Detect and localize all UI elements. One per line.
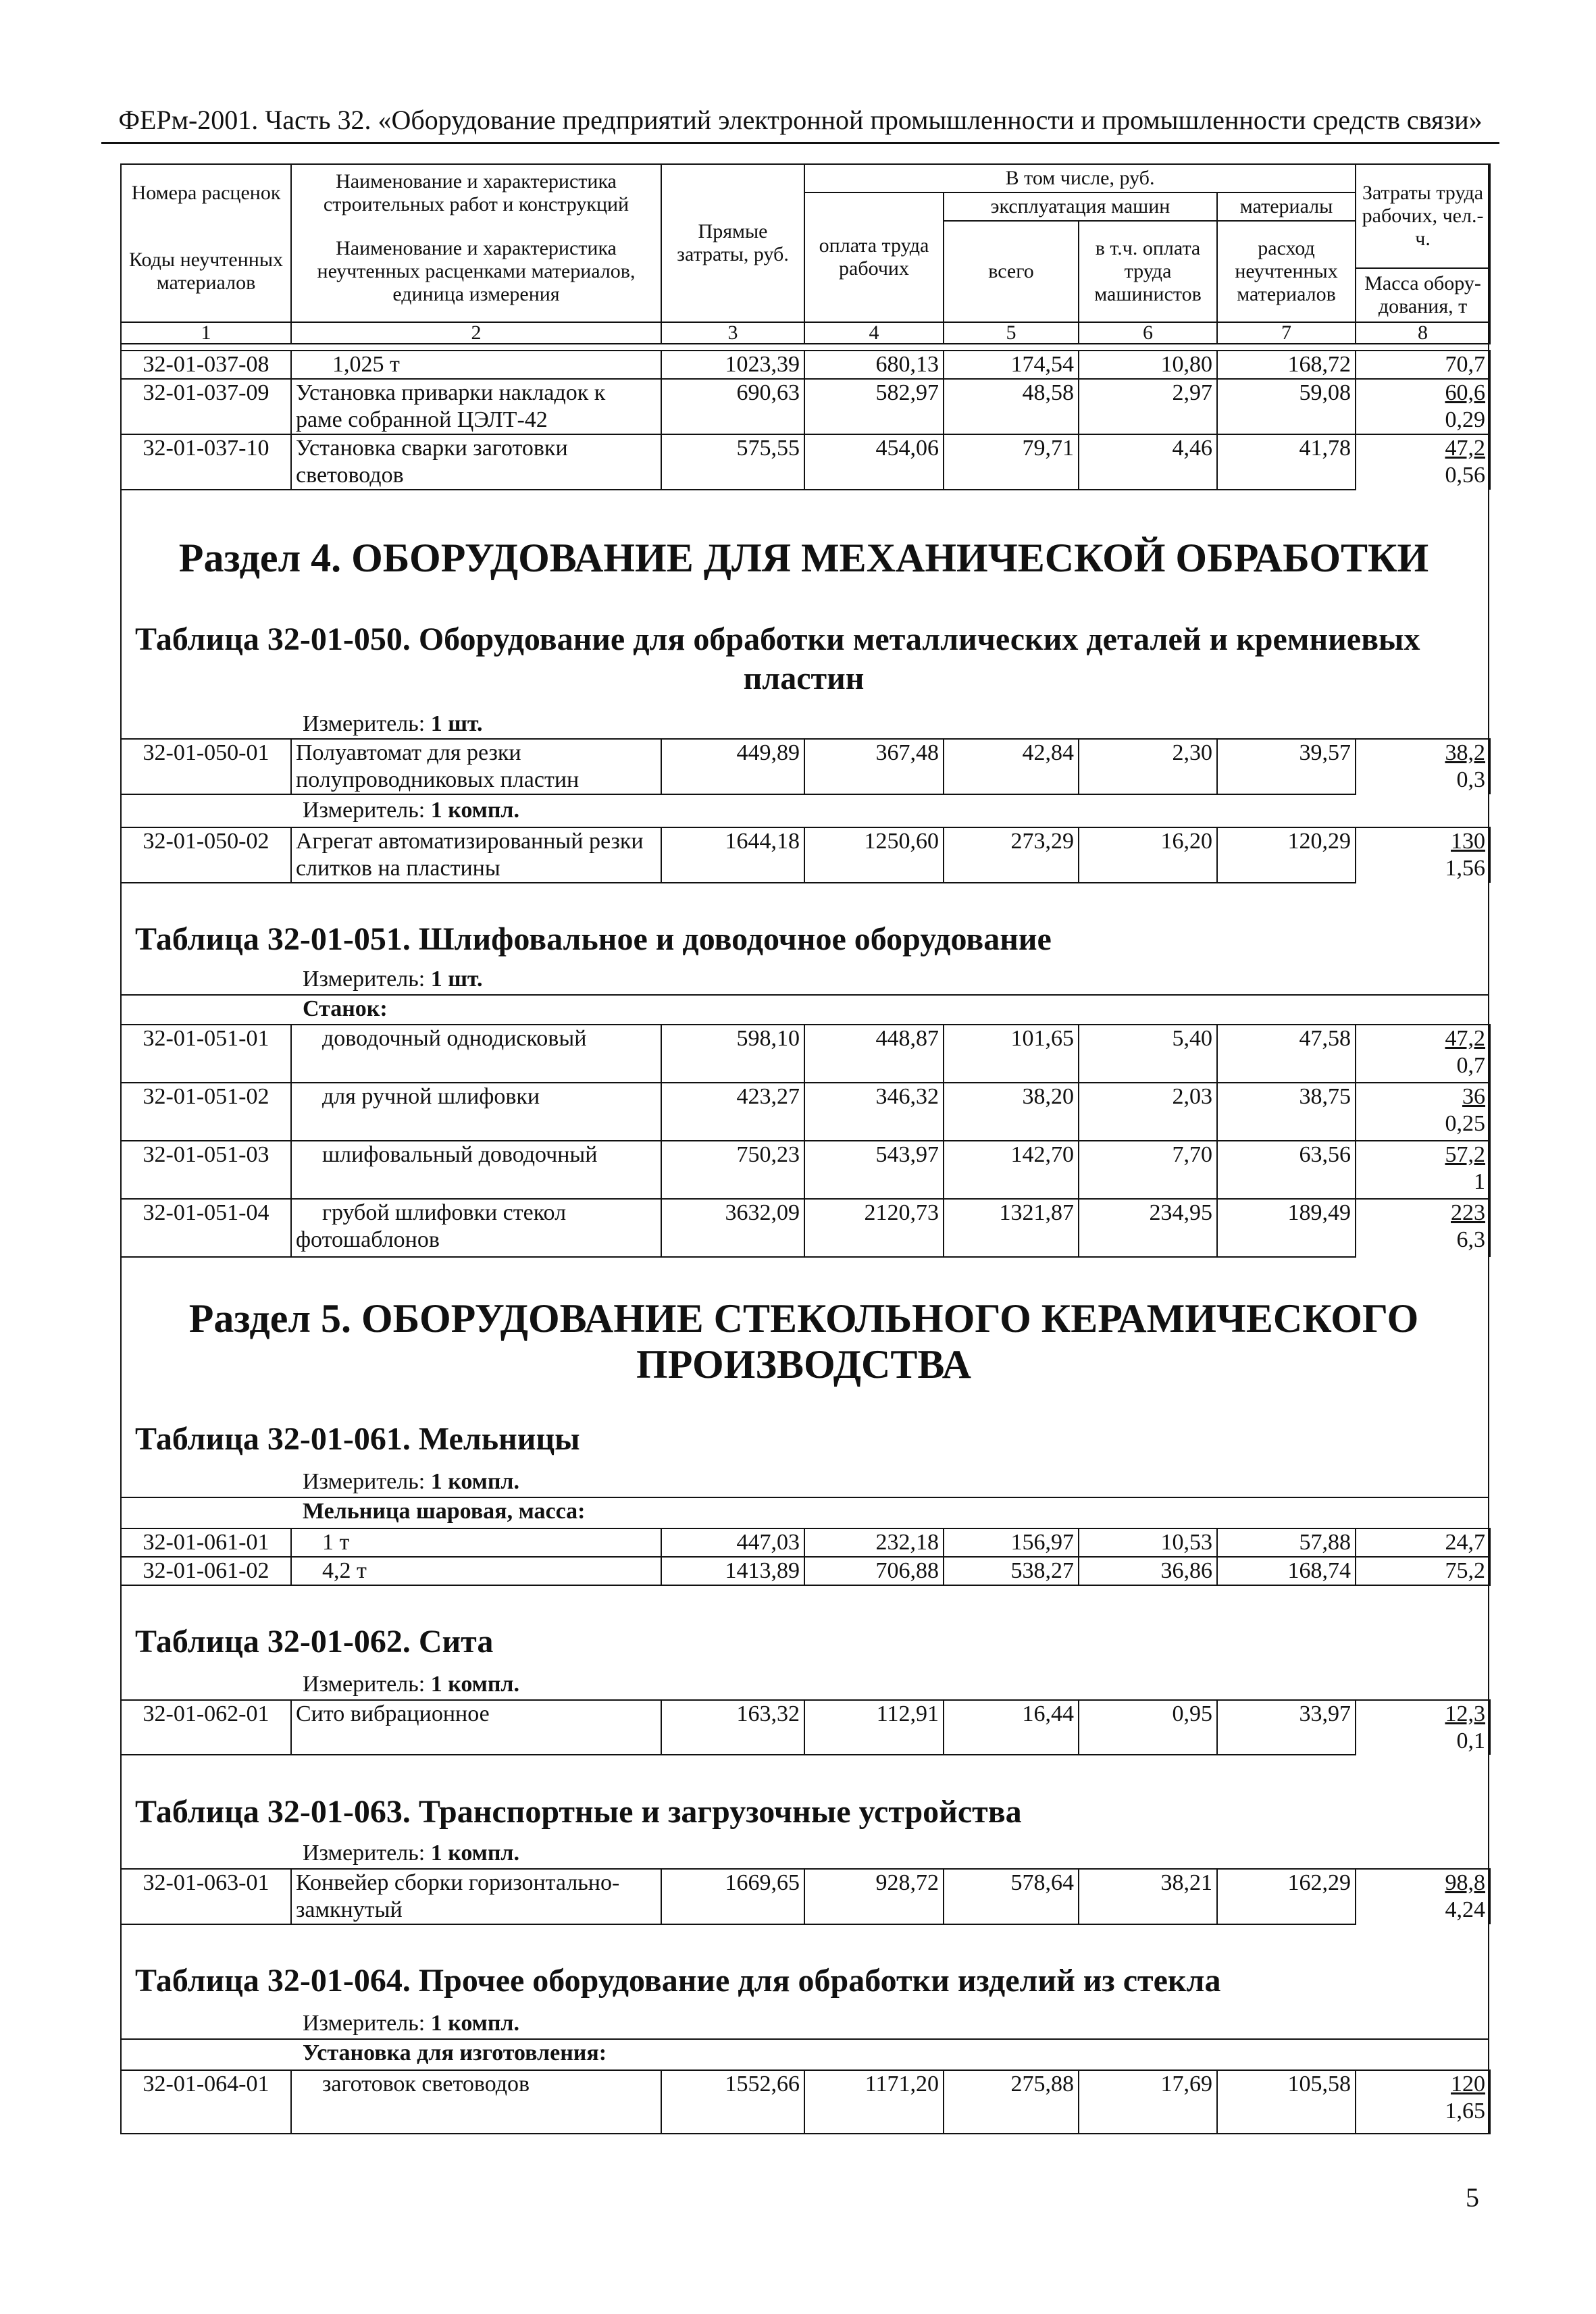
row-name: 1 т (291, 1528, 661, 1557)
table-051-rows (120, 1024, 1491, 1258)
row-mpay: 5,40 (1079, 1025, 1217, 1083)
row-mat: 168,72 (1217, 351, 1356, 379)
row-labor: 47,2 (1445, 436, 1485, 461)
row-labor: 57,2 (1445, 1142, 1485, 1167)
table-064-rows (120, 2069, 1491, 2134)
row-direct: 1644,18 (661, 827, 804, 883)
row-labor: 36 (1462, 1084, 1485, 1109)
row-pay: 112,91 (804, 1700, 944, 1755)
row-code: 32-01-050-02 (121, 827, 291, 883)
row-mat: 189,49 (1217, 1199, 1356, 1257)
measure-061 (303, 1468, 519, 1495)
row-labor-mass (1356, 1869, 1490, 1924)
table-062-title: Таблица 32-01-062. Сита (135, 1624, 494, 1660)
row-pay: 2120,73 (804, 1199, 944, 1257)
hdr-machines: эксплуатация машин (944, 192, 1217, 221)
measure-value: 1 компл. (430, 1841, 520, 1866)
row-direct: 163,32 (661, 1700, 804, 1755)
table-061-rows (120, 1528, 1491, 1586)
table-row (121, 1199, 1490, 1257)
hdr-unaccounted-name: Наименование и характеристика неучтенных расценками материалов, единица измерения (291, 221, 661, 322)
measure-050-1 (303, 711, 483, 738)
row-code: 32-01-063-01 (121, 1869, 291, 1924)
measure-label: Измеритель: (303, 1672, 426, 1697)
col-num: 7 (1217, 322, 1356, 344)
row-name: шлифовальный доводочный (291, 1141, 661, 1199)
table-row (121, 351, 1490, 379)
row-labor: 223 (1451, 1200, 1485, 1225)
measure-label: Измеритель: (303, 2011, 426, 2036)
table-062-rows (120, 1699, 1491, 1755)
row-direct: 1552,66 (661, 2070, 804, 2134)
row-mat: 33,97 (1217, 1700, 1356, 1755)
row-mass: 0,29 (1445, 407, 1485, 432)
row-direct: 423,27 (661, 1083, 804, 1141)
col-num: 6 (1079, 322, 1217, 344)
row-mpay: 7,70 (1079, 1141, 1217, 1199)
running-head: ФЕРм-2001. Часть 32. «Оборудование предприятий электронной промышленности и промышленности средств связи» (101, 103, 1499, 144)
row-labor: 47,2 (1445, 1026, 1485, 1051)
row-labor: 60,6 (1445, 380, 1485, 405)
row-name (291, 1199, 661, 1257)
row-labor-mass (1356, 827, 1490, 883)
table-061-title: Таблица 32-01-061. Мельницы (135, 1421, 580, 1457)
row-pay: 680,13 (804, 351, 944, 379)
row-direct: 598,10 (661, 1025, 804, 1083)
row-mach: 275,88 (944, 2070, 1079, 2134)
row-mpay: 16,20 (1079, 827, 1217, 883)
row-mpay: 2,97 (1079, 379, 1217, 434)
group-061: Мельница шаровая, масса: (303, 1499, 586, 1524)
row-pay: 454,06 (804, 434, 944, 490)
row-mpay: 2,03 (1079, 1083, 1217, 1141)
row-code: 32-01-050-01 (121, 739, 291, 794)
table-050-row-1 (120, 738, 1491, 795)
row-mass: 0,3 (1456, 767, 1485, 792)
hdr-direct: Прямые затраты, руб. (661, 164, 804, 322)
measure-value: 1 шт. (430, 711, 483, 736)
row-direct: 1669,65 (661, 1869, 804, 1924)
table-row (121, 2070, 1490, 2134)
row-pay: 543,97 (804, 1141, 944, 1199)
row-code: 32-01-064-01 (121, 2070, 291, 2134)
row-labor-mass (1356, 1141, 1490, 1199)
measure-value: 1 компл. (430, 2011, 520, 2036)
row-mach: 538,27 (944, 1557, 1079, 1585)
row-mat: 120,29 (1217, 827, 1356, 883)
row-code: 32-01-037-10 (121, 434, 291, 490)
measure-062 (303, 1671, 519, 1698)
row-labor-mass (1356, 739, 1490, 794)
row-direct: 690,63 (661, 379, 804, 434)
table-063-rows (120, 1868, 1491, 1925)
table-064-title: Таблица 32-01-064. Прочее оборудование для обработки изделий из стекла (135, 1963, 1221, 1999)
hdr-material-use: расход неучтенных материалов (1217, 221, 1356, 322)
table-037-rows (120, 350, 1491, 490)
row-pay: 232,18 (804, 1528, 944, 1557)
hdr-name: Наименование и характеристика строительных работ и конструкций (291, 164, 661, 221)
row-mach: 101,65 (944, 1025, 1079, 1083)
row-mass: 0,25 (1445, 1111, 1485, 1136)
row-labor: 24,7 (1356, 1528, 1490, 1557)
hdr-mass: Масса обору-дования, т (1356, 268, 1490, 322)
row-labor-mass (1356, 379, 1490, 434)
col-num: 8 (1356, 322, 1490, 344)
row-name: Сито вибрационное (291, 1700, 661, 1755)
row-mass: 0,1 (1456, 1728, 1485, 1753)
row-code: 32-01-061-01 (121, 1528, 291, 1557)
row-direct: 1023,39 (661, 351, 804, 379)
row-name: заготовок световодов (291, 2070, 661, 2134)
row-labor: 12,3 (1445, 1701, 1485, 1726)
row-mat: 63,56 (1217, 1141, 1356, 1199)
row-name-line2: фотошаблонов (296, 1227, 440, 1252)
row-mach: 273,29 (944, 827, 1079, 883)
row-mpay: 4,46 (1079, 434, 1217, 490)
row-labor: 38,2 (1445, 740, 1485, 765)
row-direct: 575,55 (661, 434, 804, 490)
table-050-title-cont: пластин (743, 661, 865, 696)
row-mach: 38,20 (944, 1083, 1079, 1141)
table-row (121, 1869, 1490, 1924)
hdr-materials: материалы (1217, 192, 1356, 221)
table-063-title: Таблица 32-01-063. Транспортные и загрузочные устройства (135, 1794, 1022, 1830)
table-row (121, 379, 1490, 434)
measure-value: 1 компл. (430, 1672, 520, 1697)
row-mpay: 38,21 (1079, 1869, 1217, 1924)
measure-051 (303, 966, 483, 993)
row-direct: 3632,09 (661, 1199, 804, 1257)
measure-value: 1 компл. (430, 798, 520, 823)
row-name-line1: грубой шлифовки стекол (322, 1200, 567, 1225)
row-name: 1,025 т (291, 351, 661, 379)
row-pay: 1171,20 (804, 2070, 944, 2134)
hdr-machines-all: всего (944, 221, 1079, 322)
row-mach: 142,70 (944, 1141, 1079, 1199)
row-pay: 346,32 (804, 1083, 944, 1141)
row-code: 32-01-051-03 (121, 1141, 291, 1199)
row-mat: 39,57 (1217, 739, 1356, 794)
row-name: Конвейер сборки горизонтально-замкнутый (291, 1869, 661, 1924)
row-mass: 1,56 (1445, 856, 1485, 881)
row-mpay: 234,95 (1079, 1199, 1217, 1257)
row-mass: 1,65 (1445, 2099, 1485, 2124)
row-code: 32-01-051-04 (121, 1199, 291, 1257)
row-mpay: 0,95 (1079, 1700, 1217, 1755)
row-mass: 6,3 (1456, 1227, 1485, 1252)
row-mach: 174,54 (944, 351, 1079, 379)
row-mat: 105,58 (1217, 2070, 1356, 2134)
table-row (121, 1141, 1490, 1199)
row-mach: 1321,87 (944, 1199, 1079, 1257)
row-labor-mass (1356, 1083, 1490, 1141)
row-mat: 57,88 (1217, 1528, 1356, 1557)
row-labor: 98,8 (1445, 1870, 1485, 1895)
measure-value: 1 шт. (430, 967, 483, 992)
row-mpay: 2,30 (1079, 739, 1217, 794)
row-pay: 582,97 (804, 379, 944, 434)
measure-label: Измеритель: (303, 798, 426, 823)
hdr-unaccounted-codes: Коды неучтенных материалов (121, 221, 291, 322)
row-mass: 0,7 (1456, 1053, 1485, 1078)
row-mass: 0,56 (1445, 463, 1485, 488)
row-labor-mass (1356, 2070, 1490, 2134)
table-050-row-2 (120, 827, 1491, 883)
row-name: для ручной шлифовки (291, 1083, 661, 1141)
row-mach: 156,97 (944, 1528, 1079, 1557)
column-header-table (120, 163, 1491, 344)
col-num: 1 (121, 322, 291, 344)
row-pay: 367,48 (804, 739, 944, 794)
row-code: 32-01-061-02 (121, 1557, 291, 1585)
table-051-title: Таблица 32-01-051. Шлифовальное и доводочное оборудование (135, 921, 1052, 957)
row-labor-mass (1356, 1025, 1490, 1083)
row-name: Полуавтомат для резки полупроводниковых пластин (291, 739, 661, 794)
row-name: 4,2 т (291, 1557, 661, 1585)
table-row (121, 1700, 1490, 1755)
measure-label: Измеритель: (303, 1469, 426, 1494)
table-row (121, 1528, 1490, 1557)
table-row (121, 1025, 1490, 1083)
row-mat: 59,08 (1217, 379, 1356, 434)
table-row (121, 1083, 1490, 1141)
row-labor: 130 (1451, 829, 1485, 854)
row-mpay: 10,80 (1079, 351, 1217, 379)
measure-050-2 (303, 797, 519, 824)
row-name: Установка приварки накладок к раме собранной ЦЭЛТ-42 (291, 379, 661, 434)
row-mach: 578,64 (944, 1869, 1079, 1924)
section-5-title-cont: ПРОИЗВОДСТВА (636, 1342, 971, 1387)
row-mat: 162,29 (1217, 1869, 1356, 1924)
row-mach: 42,84 (944, 739, 1079, 794)
table-row (121, 1557, 1490, 1585)
group-051: Станок: (303, 996, 388, 1021)
col-num: 2 (291, 322, 661, 344)
measure-063 (303, 1840, 519, 1867)
measure-label: Измеритель: (303, 967, 426, 992)
row-code: 32-01-051-02 (121, 1083, 291, 1141)
row-pay: 448,87 (804, 1025, 944, 1083)
table-050-title: Таблица 32-01-050. Оборудование для обработки металлических деталей и кремниевых (135, 621, 1420, 657)
row-labor-mass (1356, 1700, 1490, 1755)
section-4-title: Раздел 4. ОБОРУДОВАНИЕ ДЛЯ МЕХАНИЧЕСКОЙ ОБРАБОТКИ (178, 536, 1429, 580)
row-code: 32-01-037-09 (121, 379, 291, 434)
row-mat: 168,74 (1217, 1557, 1356, 1585)
hdr-codes: Номера расценок (121, 164, 291, 221)
page-number: 5 (1466, 2182, 1479, 2213)
measure-064 (303, 2010, 519, 2037)
section-5-title: Раздел 5. ОБОРУДОВАНИЕ СТЕКОЛЬНОГО КЕРАМИЧЕСКОГО (188, 1296, 1419, 1341)
row-direct: 449,89 (661, 739, 804, 794)
col-num: 4 (804, 322, 944, 344)
table-row (121, 827, 1490, 883)
row-mach: 16,44 (944, 1700, 1079, 1755)
row-mach: 48,58 (944, 379, 1079, 434)
row-labor-mass (1356, 1199, 1490, 1257)
row-mach: 79,71 (944, 434, 1079, 490)
table-row (121, 739, 1490, 794)
hdr-machinist-pay: в т.ч. оплата труда машинистов (1079, 221, 1217, 322)
hdr-pay: оплата труда рабочих (804, 192, 944, 322)
row-labor: 70,7 (1356, 351, 1490, 379)
row-mass: 4,24 (1445, 1897, 1485, 1922)
row-code: 32-01-062-01 (121, 1700, 291, 1755)
row-name: доводочный однодисковый (291, 1025, 661, 1083)
row-mpay: 10,53 (1079, 1528, 1217, 1557)
group-064: Установка для изготовления: (303, 2040, 607, 2065)
row-direct: 750,23 (661, 1141, 804, 1199)
row-mat: 41,78 (1217, 434, 1356, 490)
row-mpay: 17,69 (1079, 2070, 1217, 2134)
row-pay: 706,88 (804, 1557, 944, 1585)
row-name: Агрегат автоматизированный резки слитков на пластины (291, 827, 661, 883)
table-row (121, 434, 1490, 490)
row-direct: 447,03 (661, 1528, 804, 1557)
row-mass: 1 (1474, 1169, 1485, 1194)
row-mat: 38,75 (1217, 1083, 1356, 1141)
hdr-labor: Затраты труда рабочих, чел.-ч. (1356, 164, 1490, 268)
row-labor: 75,2 (1356, 1557, 1490, 1585)
row-code: 32-01-037-08 (121, 351, 291, 379)
col-num: 5 (944, 322, 1079, 344)
measure-label: Измеритель: (303, 711, 426, 736)
row-name: Установка сварки заготовки световодов (291, 434, 661, 490)
row-labor-mass (1356, 434, 1490, 490)
row-pay: 928,72 (804, 1869, 944, 1924)
row-mpay: 36,86 (1079, 1557, 1217, 1585)
row-code: 32-01-051-01 (121, 1025, 291, 1083)
col-num: 3 (661, 322, 804, 344)
row-direct: 1413,89 (661, 1557, 804, 1585)
measure-label: Измеритель: (303, 1841, 426, 1866)
measure-value: 1 компл. (430, 1469, 520, 1494)
row-mat: 47,58 (1217, 1025, 1356, 1083)
hdr-including: В том числе, руб. (804, 164, 1356, 192)
row-labor: 120 (1451, 2072, 1485, 2097)
row-pay: 1250,60 (804, 827, 944, 883)
